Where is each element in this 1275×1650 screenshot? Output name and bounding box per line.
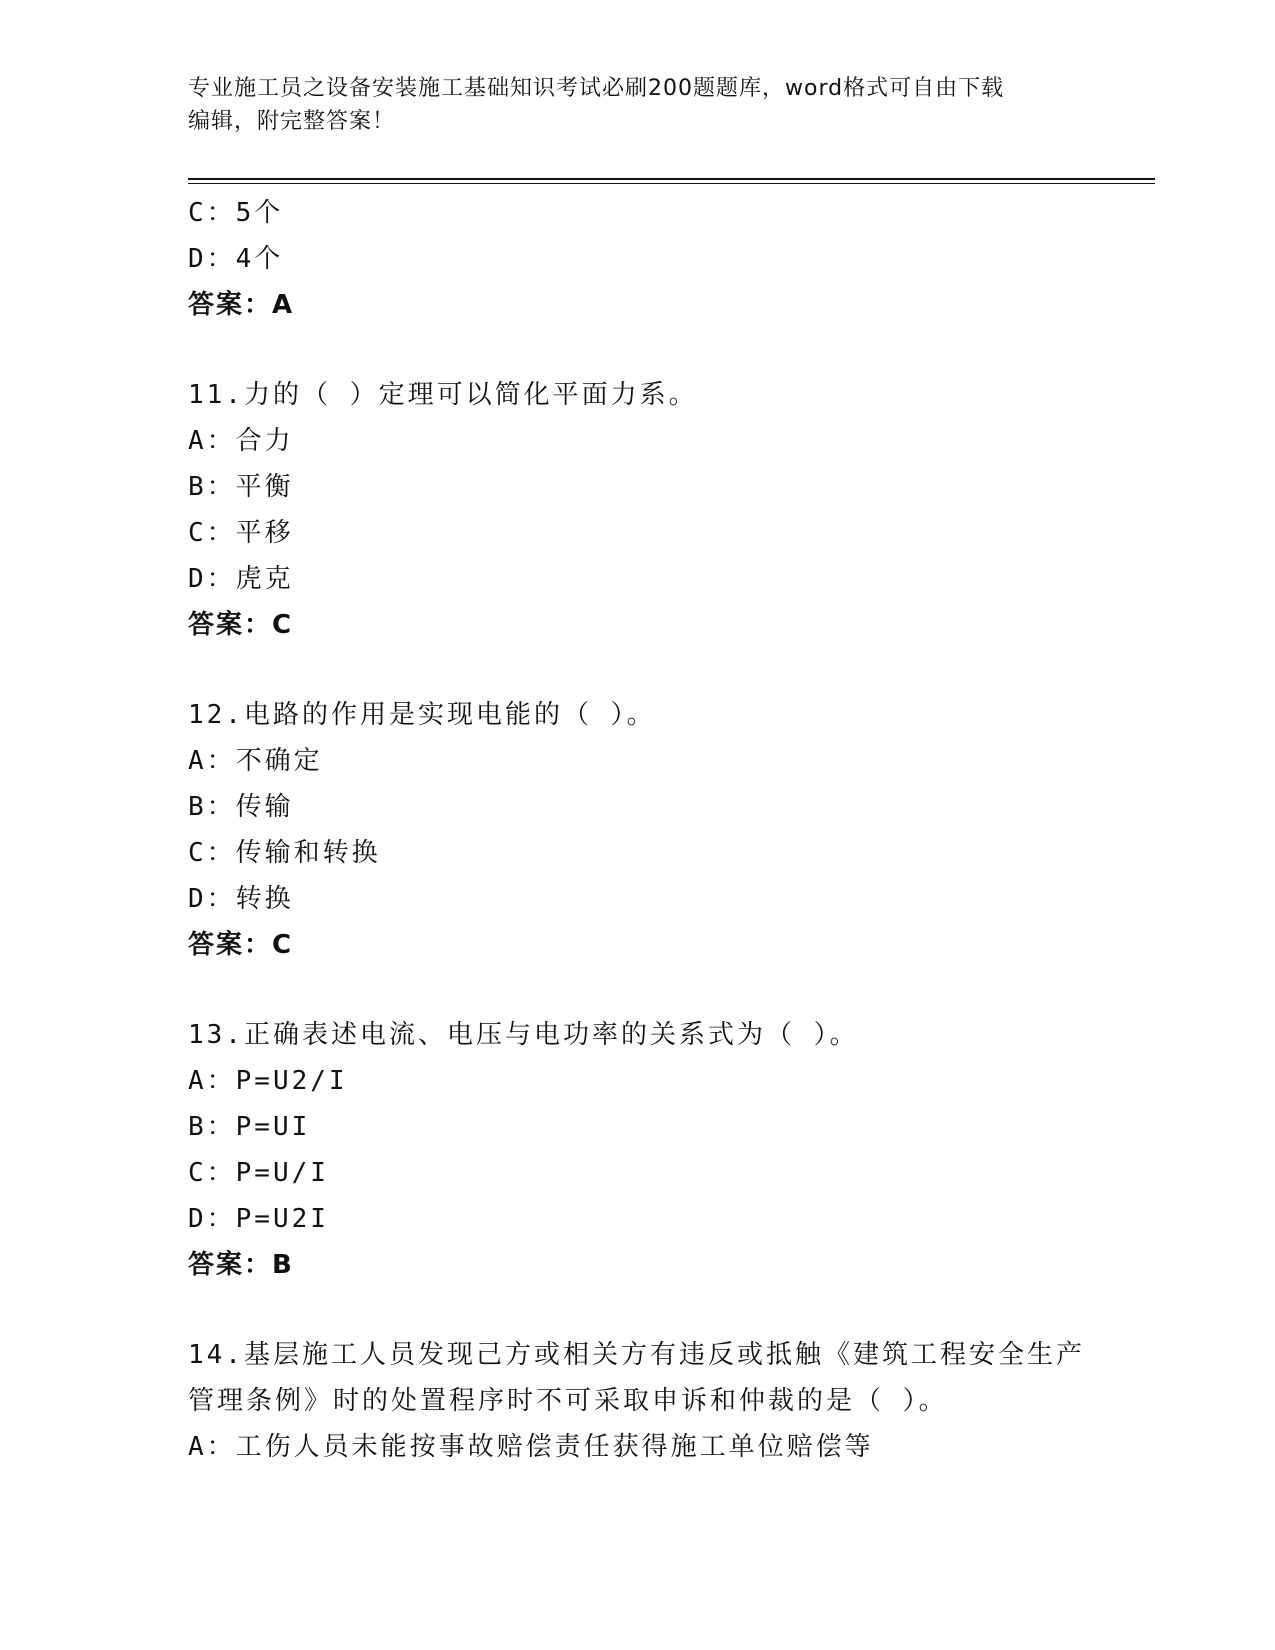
option-a [188, 738, 1148, 784]
question-11 [188, 372, 1148, 648]
answer: 答案：C [188, 610, 294, 640]
option-label: B： [188, 1112, 236, 1142]
option-label: C： [188, 1158, 236, 1188]
option-label: D： [188, 884, 236, 914]
answer: 答案：B [188, 1250, 294, 1280]
option-label: D： [188, 1204, 236, 1234]
option-b [188, 464, 1148, 510]
answer: 答案：C [188, 930, 294, 960]
option-a [188, 418, 1148, 464]
option-label: C： [188, 198, 236, 228]
option-label: A： [188, 426, 236, 456]
option-text: P=U2I [235, 1204, 329, 1234]
option-text: 4个 [235, 244, 284, 274]
option-text: P=U2/I [235, 1066, 348, 1096]
question-stem-line-1: 14.基层施工人员发现己方或相关方有违反或抵触《建筑工程安全生产 [188, 1340, 1085, 1370]
option-d [188, 1196, 1148, 1242]
question-stem: 12.电路的作用是实现电能的（ ）。 [188, 700, 656, 730]
option-d [188, 556, 1148, 602]
option-label: A： [188, 746, 236, 776]
option-label: B： [188, 792, 236, 822]
option-d [188, 236, 1148, 282]
option-label: B： [188, 472, 236, 502]
option-c [188, 510, 1148, 556]
question-stem: 11.力的（ ）定理可以简化平面力系。 [188, 380, 698, 410]
option-text: 虎克 [235, 564, 294, 594]
option-label: C： [188, 518, 236, 548]
option-text: 5个 [235, 198, 284, 228]
question-12 [188, 692, 1148, 968]
header-divider-thin [188, 183, 1155, 184]
option-c [188, 1150, 1148, 1196]
question-stem: 13.正确表述电流、电压与电功率的关系式为（ ）。 [188, 1020, 859, 1050]
option-text: P=UI [235, 1112, 311, 1142]
option-d [188, 876, 1148, 922]
header-line-2: 编辑，附完整答案！ [188, 109, 396, 134]
option-a [188, 1058, 1148, 1104]
question-list [188, 190, 1148, 1470]
option-text: 平衡 [235, 472, 294, 502]
option-text: 合力 [235, 426, 294, 456]
option-b [188, 784, 1148, 830]
option-b [188, 1104, 1148, 1150]
option-label: D： [188, 244, 236, 274]
option-text: 平移 [235, 518, 294, 548]
document-header [188, 72, 1068, 138]
answer: 答案：A [188, 290, 295, 320]
option-label: A： [188, 1432, 236, 1462]
header-line-1: 专业施工员之设备安装施工基础知识考试必刷200题题库，word格式可自由下载 [188, 76, 1005, 101]
option-label: A： [188, 1066, 236, 1096]
option-c [188, 190, 1148, 236]
question-10-tail [188, 190, 1148, 328]
option-text: 传输和转换 [235, 838, 381, 868]
question-14 [188, 1332, 1148, 1470]
question-13 [188, 1012, 1148, 1288]
question-stem-line-2: 管理条例》时的处置程序时不可采取申诉和仲裁的是（ ）。 [188, 1386, 948, 1416]
option-text: 工伤人员未能按事故赔偿责任获得施工单位赔偿等 [235, 1432, 874, 1462]
option-text: 不确定 [235, 746, 323, 776]
option-label: C： [188, 838, 236, 868]
option-text: P=U/I [235, 1158, 329, 1188]
option-text: 转换 [235, 884, 294, 914]
option-a [188, 1424, 1148, 1470]
header-divider-thick [188, 178, 1155, 180]
option-text: 传输 [235, 792, 294, 822]
option-c [188, 830, 1148, 876]
option-label: D： [188, 564, 236, 594]
